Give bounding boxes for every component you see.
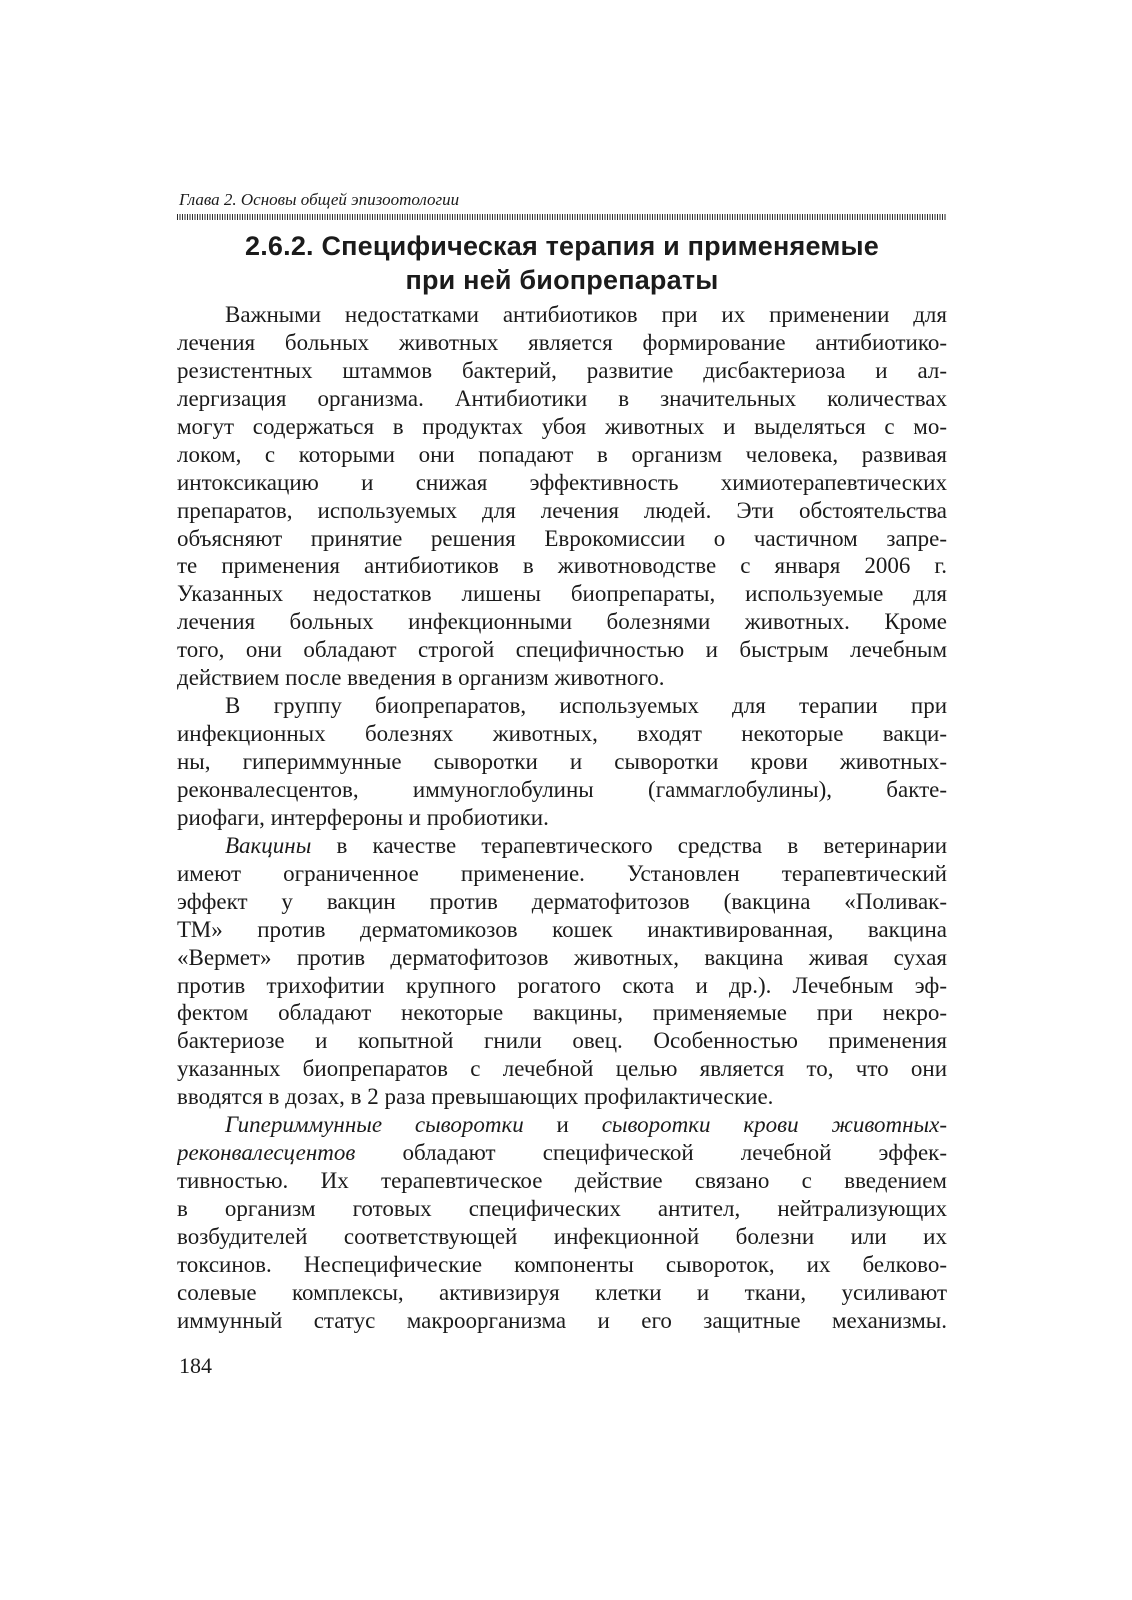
italic-term: Гипериммунные сыворотки — [225, 1112, 524, 1138]
text-line: против трихофитии крупного рогатого скота и др.). Лечебным эф- — [177, 972, 947, 998]
text-line: иммунный статус макроорганизма и его защитные механизмы. — [177, 1307, 947, 1333]
text-line: препаратов, используемых для лечения людей. Эти обстоятельства — [177, 497, 947, 523]
text-line: объясняют принятие решения Еврокомиссии о частичном запре- — [177, 525, 947, 551]
text-line: инфекционных болезнях животных, входят некоторые вакци- — [177, 721, 947, 747]
text-line: В группу биопрепаратов, используемых для терапии при — [225, 693, 947, 719]
text-line: лечения больных инфекционными болезнями животных. Кроме — [177, 609, 947, 635]
text-line: действием после введения в организм животного. — [177, 665, 665, 691]
text-line: фектом обладают некоторые вакцины, применяемые при некро- — [177, 1000, 947, 1026]
text-line: Указанных недостатков лишены биопрепараты, используемые для — [177, 581, 947, 607]
text-line: Важными недостатками антибиотиков при их применении для — [225, 302, 947, 327]
text-line: в организм готовых специфических антител, нейтрализующих — [177, 1196, 947, 1221]
text-line: того, они обладают строгой специфичностью и быстрым лечебным — [177, 637, 947, 663]
text-line: бактериозе и копытной гнили овец. Особенностью применения — [177, 1028, 947, 1054]
text-line — [177, 1139, 947, 1167]
section-title-line-2: при ней биопрепараты — [405, 265, 719, 295]
paragraph-3 — [177, 832, 947, 1111]
text-line: токсинов. Неспецифические компоненты сывороток, их белково- — [177, 1251, 947, 1277]
text-line: локом, с которыми они попадают в организм человека, развивая — [177, 441, 947, 467]
text-line: интоксикацию и снижая эффективность химиотерапевтических — [177, 469, 947, 495]
text-line — [177, 832, 947, 860]
italic-term: реконвалесцентов — [177, 1140, 356, 1166]
text-line: тивностью. Их терапевтическое действие связано с введением — [177, 1168, 947, 1194]
text-span: в качестве терапевтического средства в ветеринарии — [311, 832, 947, 858]
text-line: резистентных штаммов бактерий, развитие дисбактериоза и ал- — [177, 357, 947, 383]
text-line: ТМ» против дерматомикозов кошек инактивированная, вакцина — [177, 916, 947, 942]
text-line: риофаги, интерфероны и пробиотики. — [177, 804, 549, 830]
text-line: могут содержаться в продуктах убоя животных и выделяться с мо- — [177, 413, 947, 439]
text-line: возбудителей соответствующей инфекционной болезни или их — [177, 1223, 947, 1249]
text-line: «Вермет» против дерматофитозов животных, вакцина живая сухая — [177, 944, 947, 970]
text-line — [177, 1111, 947, 1139]
text-span: обладают специфической лечебной эффек- — [355, 1140, 947, 1166]
text-line: те применения антибиотиков в животноводстве с января 2006 г. — [177, 553, 947, 579]
text-span: и — [523, 1112, 602, 1138]
paragraph-2 — [177, 692, 947, 832]
text-line: вводятся в дозах, в 2 раза превышающих профилактические. — [177, 1084, 774, 1110]
italic-term: сыворотки крови животных- — [601, 1112, 947, 1138]
paragraph-1 — [177, 301, 947, 692]
paragraph-4 — [177, 1111, 947, 1335]
header-rule — [177, 214, 947, 220]
text-line: ны, гипериммунные сыворотки и сыворотки крови животных- — [177, 749, 947, 774]
text-line: реконвалесцентов, иммуноглобулины (гаммаглобулины), бакте- — [177, 776, 947, 802]
page-number: 184 — [179, 1353, 212, 1378]
text-line: эффект у вакцин против дерматофитозов (вакцина «Поливак- — [177, 888, 947, 914]
body-text — [177, 301, 947, 1335]
section-title — [177, 229, 947, 297]
text-line: указанных биопрепаратов с лечебной целью является то, что они — [177, 1056, 947, 1082]
section-title-line-1: 2.6.2. Специфическая терапия и применяемые — [244, 231, 879, 261]
text-line: лергизация организма. Антибиотики в значительных количествах — [177, 385, 947, 411]
running-header: Глава 2. Основы общей эпизоотологии — [179, 190, 460, 209]
text-line: солевые комплексы, активизируя клетки и ткани, усиливают — [177, 1279, 947, 1305]
text-line: имеют ограниченное применение. Установлен терапевтический — [177, 860, 947, 886]
text-line: лечения больных животных является формирование антибиотико- — [177, 329, 947, 355]
italic-term: Вакцины — [225, 832, 312, 858]
